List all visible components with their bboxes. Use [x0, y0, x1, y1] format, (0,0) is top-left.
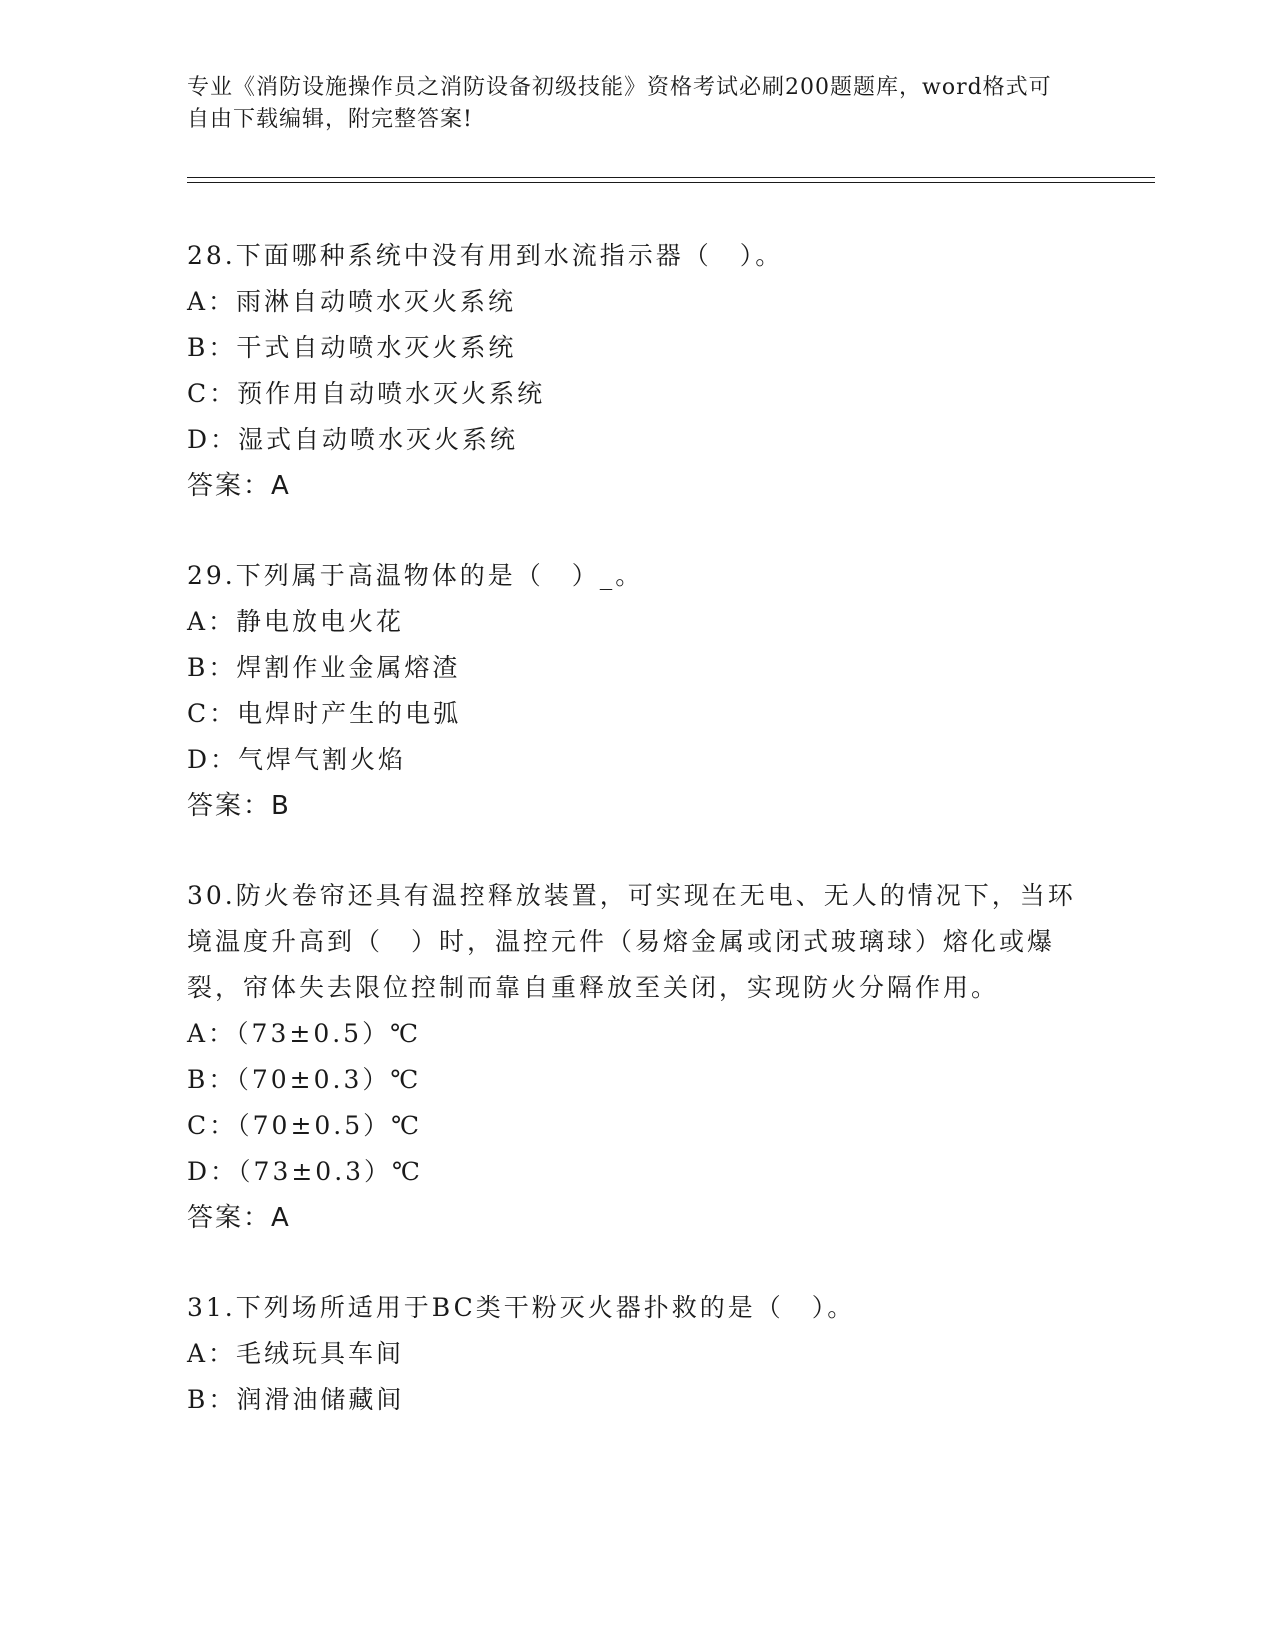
- option-d: D：（73±0.3）℃: [187, 1157, 424, 1186]
- option-c: C：电焊时产生的电弧: [187, 699, 462, 728]
- option-b: B：干式自动喷水灭火系统: [187, 333, 517, 362]
- option-c: C：（70±0.5）℃: [187, 1111, 423, 1140]
- answer: 答案：A: [187, 1203, 291, 1233]
- option-c: C：预作用自动喷水灭火系统: [187, 379, 546, 408]
- option-d: D：气焊气割火焰: [187, 745, 407, 774]
- option-b: B：润滑油储藏间: [187, 1385, 405, 1414]
- option-b: B：焊割作业金属熔渣: [187, 653, 461, 682]
- answer: 答案：B: [187, 791, 291, 821]
- question-list: [187, 233, 1087, 1467]
- option-a: A：雨淋自动喷水灭火系统: [187, 287, 517, 316]
- question-stem: 30.防火卷帘还具有温控释放装置，可实现在无电、无人的情况下，当环境温度升高到（ ）时，温控元件（易熔金属或闭式玻璃球）熔化或爆裂，帘体失去限位控制而靠自重释放至关闭，实现防火分隔作用。: [187, 881, 1076, 1002]
- question-stem: 31.下列场所适用于BC类干粉灭火器扑救的是（ ）。: [187, 1293, 856, 1322]
- question-28: [187, 233, 1087, 509]
- question-29: [187, 553, 1087, 829]
- document-header: 专业《消防设施操作员之消防设备初级技能》资格考试必刷200题题库，word格式可自由下载编辑，附完整答案!: [187, 75, 1052, 132]
- option-a: A：静电放电火花: [187, 607, 405, 636]
- question-31: [187, 1285, 1087, 1423]
- option-a: A：（73±0.5）℃: [187, 1019, 422, 1048]
- option-d: D：湿式自动喷水灭火系统: [187, 425, 519, 454]
- header-divider-top: [187, 177, 1155, 178]
- question-stem: 28.下面哪种系统中没有用到水流指示器（ ）。: [187, 241, 784, 270]
- option-b: B：（70±0.3）℃: [187, 1065, 422, 1094]
- question-30: [187, 873, 1087, 1241]
- header-divider-bottom: [187, 182, 1155, 183]
- answer: 答案：A: [187, 471, 291, 501]
- question-stem: 29.下列属于高温物体的是（ ）_。: [187, 561, 644, 590]
- option-a: A：毛绒玩具车间: [187, 1339, 405, 1368]
